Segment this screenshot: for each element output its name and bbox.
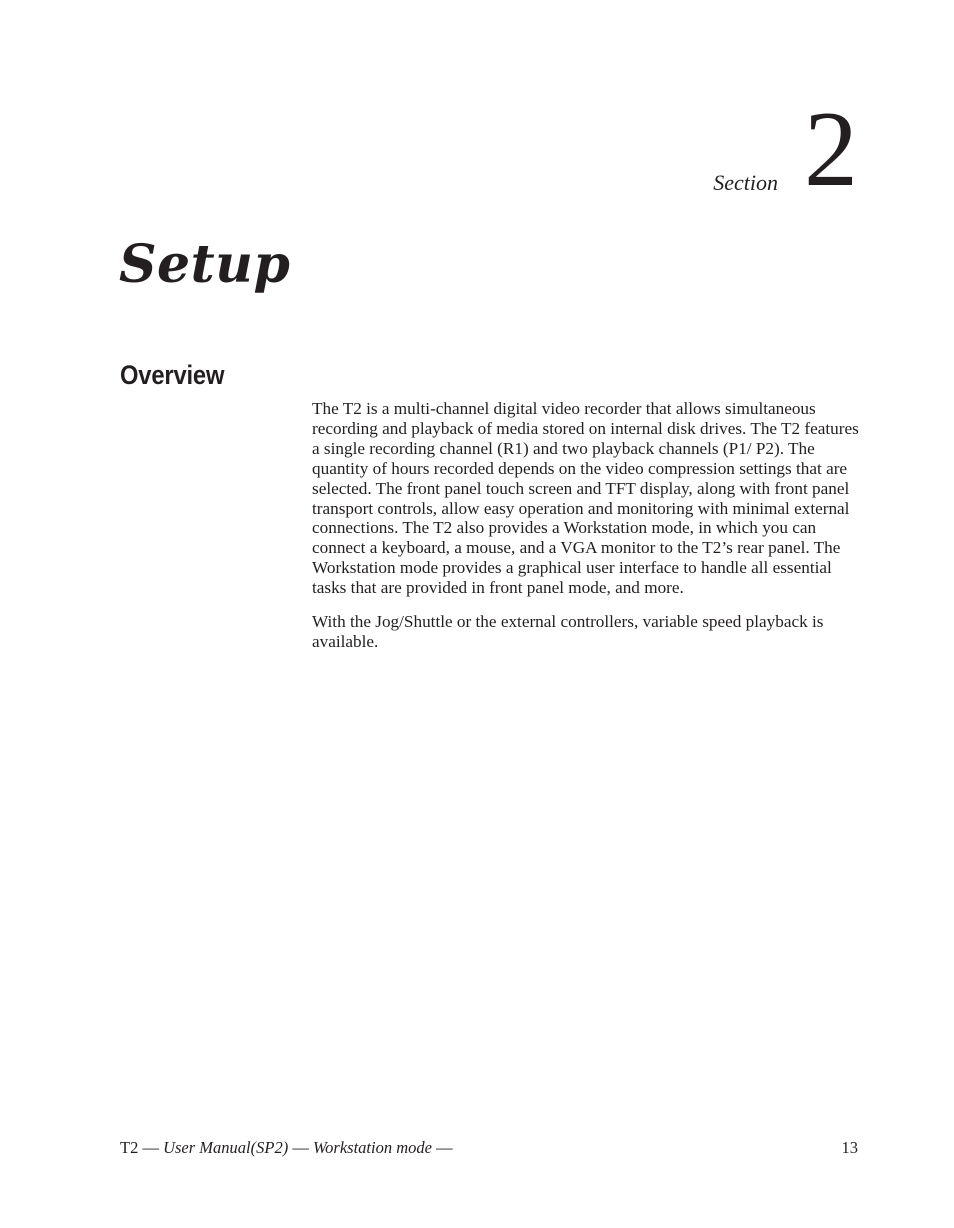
section-label: Section: [713, 170, 778, 195]
footer-separator: —: [436, 1138, 453, 1157]
overview-paragraph-1: The T2 is a multi-channel digital video recorder that allows simultaneous recording and playback of media stored on internal disk drives. The T2 features a single recording channel (R1) and two playback channels (P1/ P2). The quantity of hours recorded depends on the video compression settings that are selected. The front panel touch screen and TFT display, along with front panel transport controls, allow easy operation and monitoring with minimal external connections. The T2 also provides a Workstation mode, in which you can connect a keyboard, a mouse, and a VGA monitor to the T2’s rear panel. The Workstation mode provides a graphical user interface to handle all essential tasks that are provided in front panel mode, and more.: [312, 399, 859, 598]
running-footer: [120, 1138, 453, 1158]
overview-body: [312, 399, 860, 666]
footer-separator: —: [142, 1138, 159, 1157]
section-number: 2: [804, 90, 858, 209]
overview-paragraph-2: With the Jog/Shuttle or the external controllers, variable speed playback is available.: [312, 612, 824, 651]
chapter-title: Setup: [119, 234, 291, 295]
footer-product: T2: [120, 1138, 139, 1157]
footer-mode: Workstation mode: [312, 1138, 432, 1157]
footer-separator: —: [292, 1138, 309, 1157]
page-number: 13: [841, 1138, 858, 1157]
footer-manual-title: User Manual(SP2): [163, 1138, 289, 1157]
overview-heading: Overview: [120, 360, 225, 390]
